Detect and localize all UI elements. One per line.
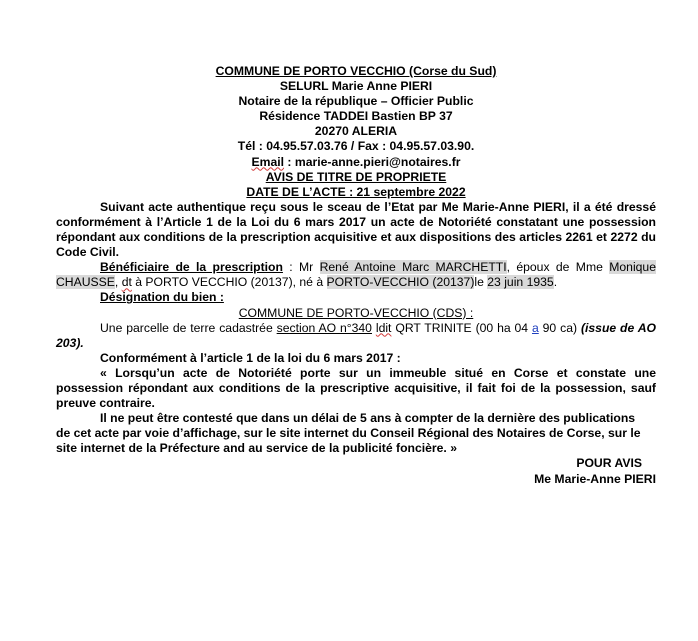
selurl-line: SELURL Marie Anne PIERI	[279, 79, 433, 94]
residence-line: Résidence TADDEI Bastien BP 37	[259, 109, 453, 124]
beneficiary-paragraph	[56, 260, 656, 290]
notice-document	[56, 64, 656, 487]
spouse-first-name: Monique	[609, 260, 656, 275]
le-text: le	[474, 275, 488, 290]
beneficiary-spouse-text: , époux de Mme	[506, 260, 610, 275]
beneficiary-colon: : Mr	[282, 260, 320, 275]
parcel-pre: Une parcelle de terre cadastrée	[100, 320, 277, 335]
conformement-line: Conformément à l’article 1 de la loi du 6 mars 2017 :	[100, 350, 401, 365]
avis-heading: AVIS DE TITRE DE PROPRIETE	[265, 169, 447, 184]
birth-place: PORTO-VECCHIO (20137)	[326, 275, 475, 290]
tel-line: Tél : 04.95.57.03.76 / Fax : 04.95.57.03.90.	[237, 139, 475, 154]
intro-paragraph: Suivant acte authentique reçu sous le sceau de l’Etat par Me Marie-Anne PIERI, il a été dressé conformément à l’Article 1 de la Loi du 6 mars 2017 un acte de Notoriété constatant une possession répondant aux conditions de la prescription acquisitive et aux dispositions des articles 2261 et 2272 du Code Civil.	[56, 199, 656, 260]
spouse-last-name: CHAUSSE	[56, 275, 115, 290]
pour-avis: POUR AVIS	[576, 456, 642, 471]
notaire-line: Notaire de la république – Officier Public	[238, 94, 474, 109]
parcel-section: section AO n°340	[276, 320, 372, 335]
commune-heading: COMMUNE DE PORTO VECCHIO (Corse du Sud)	[215, 64, 497, 78]
parcel-issue: (issue de AO 203).	[56, 320, 656, 350]
city-line: 20270 ALERIA	[314, 124, 398, 139]
beneficiary-name: René Antoine Marc MARCHETTI	[319, 260, 507, 275]
parcel-a: a	[531, 320, 539, 335]
dt-pre: ,	[114, 275, 122, 290]
email-line	[56, 155, 656, 170]
birth-date: 23 juin 1935	[487, 275, 554, 290]
beneficiary-label: Bénéficiaire de la prescription	[100, 260, 283, 275]
quote-paragraph: « Lorsqu’un acte de Notoriété porte sur un immeuble situé en Corse et constate une possession répondant aux conditions de la prescriptive acquisitive, il fait foi de la possession, sauf preuve contraire.	[56, 365, 656, 411]
beneficiary-end: .	[553, 275, 558, 290]
parcel-end: 90 ca)	[538, 320, 581, 335]
signature: Me Marie-Anne PIERI	[534, 471, 656, 486]
email-value: : marie-anne.pieri@notaires.fr	[284, 154, 461, 169]
commune-cds-heading: COMMUNE DE PORTO-VECCHIO (CDS) :	[238, 305, 474, 320]
parcel-mid: QRT TRINITE (00 ha 04	[391, 320, 532, 335]
date-heading: DATE DE L’ACTE : 21 septembre 2022	[246, 184, 466, 199]
contest-paragraph: Il ne peut être contesté que dans un délai de 5 ans à compter de la dernière des publications de cet acte par voie d’affichage, sur le site internet du Conseil Régional des Notaires de Corse, sur le site internet de la Préfecture and au service de la publicité foncière. »	[56, 411, 641, 456]
parcel-paragraph	[56, 321, 656, 351]
parcel-ldit: ldit	[375, 320, 392, 335]
dt-abbrev: dt	[121, 275, 132, 290]
dt-post: à PORTO VECCHIO (20137), né à	[131, 275, 327, 290]
email-label: Email	[251, 154, 285, 169]
designation-heading: Désignation du bien :	[100, 290, 224, 305]
